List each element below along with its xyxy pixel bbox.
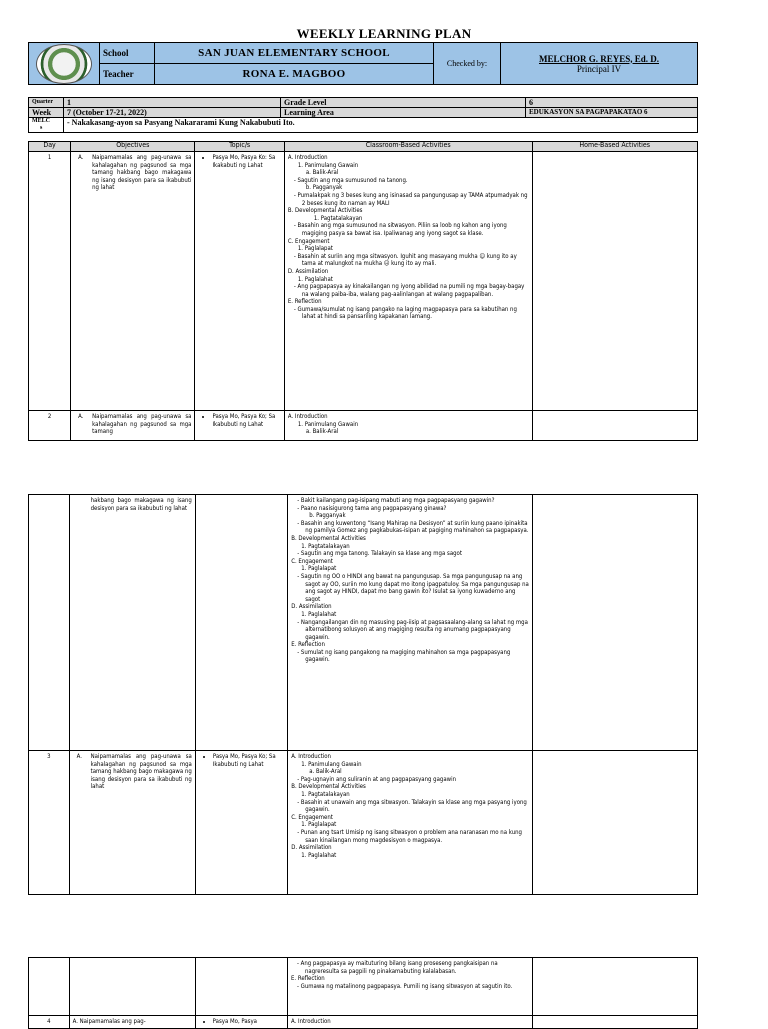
teacher-value: RONA E. MAGBOO [155, 64, 434, 85]
school-value: SAN JUAN ELEMENTARY SCHOOL [155, 43, 434, 64]
home-activities-cell [532, 152, 697, 411]
day-number: 2 [29, 411, 71, 441]
school-label: School [100, 43, 155, 64]
col-classroom-activities: Classroom-Based Activities [284, 142, 532, 152]
school-seal-cell [29, 43, 100, 85]
checked-by-label: Checked by: [434, 43, 501, 85]
learning-area-value: EDUKASYON SA PAGPAPAKATAO 6 [526, 108, 698, 118]
melc-value: - Nakakasang-ayon sa Pasyang Nakararami Kung Nakabubuti Ito. [64, 118, 698, 133]
objective-text: A. Naipamamalas ang pag- [69, 1016, 195, 1029]
checker-name: MELCHOR G. REYES, Ed. D. [538, 53, 660, 64]
home-activities-cell [532, 495, 697, 751]
document-title: WEEKLY LEARNING PLAN [296, 26, 472, 41]
grade-level-value: 6 [526, 98, 698, 108]
school-header-table [28, 42, 698, 85]
classroom-activities-cell: A. Introduction 1. Panimulang Gawain a. Balik-Aral - Sagutin ang mga sumusunod na tanong. b. Pagganyak - Pumalakpak ng 3 beses kung ang isinasad sa pangungusap ay TAMA atpumadyak ng 2 beses kung ito naman ay MALI B. Developmental Activities 1. Pagtatalakayan - Basahin ang mga sumusunod na sitwasyon. Piliin sa loob ng kahon ang iyong magiging pasya sa bawat isa. Ipaliwanag ang iyong sagot sa klase. C. Engagement 1. Paglalapat - Basahin at suriin ang mga sitwasyon. Iguhit ang masayang mukha ☺ kung ito ay tama at malungkot na mukha ☹ kung ito ay mali. D. Assimilation 1. Paglalahat - Ang pagpapasya ay kinakailangan ng iyong abilidad na pumili ng mga bagay-bagay na walang paiba-iba, walang pag-aalinlangan at walang pagpapaliban. E. Reflection - Gumawa/sumulat ng isang pangako na laging magpapasya para sa kabutihan ng lahat at hindi sa pansariling kapakanan lamang. [284, 152, 532, 411]
objective-text: Naipamamalas ang pag-unawa sa kahalagahan ng pagsunod sa mga tamang hakbang bago makagawa ng isang desisyon para sa ikabubuti ng lahat [90, 753, 192, 791]
day-row-2-continued [29, 495, 698, 751]
day-row-2 [29, 411, 698, 441]
classroom-activities-cell: A. Introduction 1. Panimulang Gawain a. Balik-Aral [284, 411, 532, 441]
topic-text: • Pasya Mo, Pasya [213, 1018, 284, 1026]
melc-label: MELC s [29, 118, 64, 133]
grade-level-label: Grade Level [281, 98, 526, 108]
quarter-value: 1 [64, 98, 281, 108]
classroom-activities-cell: - Bakit kailangang pag-isipang mabuti ang mga pagpapasyang gagawin? - Paano nasisigurong tama ang pagpapasyang ginawa? b. Pagganyak - Basahin ang kuwentong “Isang Mahirap na Desisyon” at suriin kung paano ipinakita ng pamilya Gomez ang pagkabukas-isipan at pagiging mahinahon sa pagpapasya. B. Developmental Activities 1. Pagtatalakayan - Sagutin ang mga tanong. Talakayin sa klase ang mga sagot C. Engagement 1. Paglalapat - Sagutin ng OO o HINDI ang bawat na pangungusap. Sa mga pangungusap na ang sagot ay OO, suriin mo kung dapat mo itong ipagpatuloy. Sa mga pangungusap na ang sagot ay HINDI, dapat mo bang gawin ito? Isulat sa iyong kuwaderno ang sagot D. Assimilation 1. Paglalahat - Nangangailangan din ng masusing pag-iisip at pagsasaalang-alang sa lahat ng mga alternatibong solusyon at ang magiging resulta ng anumang pagpapasyang gagawin. E. Reflection - Sumulat ng isang pangakong na magiging mahinahon sa mga pagpapasyang gagawin. [288, 495, 533, 751]
objective-text: hakbang bago makagawa ng isang desisyon para sa ikabubuti ng lahat [90, 497, 192, 512]
week-label: Week [29, 108, 64, 118]
lesson-table-page-3 [28, 957, 698, 1029]
topic-cell [195, 751, 287, 895]
topic-text: • Pasya Mo, Pasya Ko; Sa Ikabubuti ng Lahat [212, 413, 280, 428]
topic-text: • Pasya Mo, Pasya Ko: Sa Ikakabuti ng Lahat [212, 154, 280, 169]
day-number: 3 [29, 751, 70, 895]
lesson-table-page-1 [28, 141, 698, 441]
classroom-activities-cell: A. Introduction 1. Panimulang Gawain a. Balik-Aral - Pag-ugnayin ang suliranin at ang pagpapasyang gagawin B. Developmental Activities 1. Pagtatalakayan - Basahin at unawain ang mga sitwasyon. Talakayin sa klase ang mga pasyang iyong gagawin. C. Engagement 1. Paglalapat - Punan ang tsart Umisip ng isang sitwasyon o problem ana naranasan mo na kung saan kinailangan mong magdesisyon o magpasya. D. Assimilation 1. Paglalahat [288, 751, 533, 895]
home-activities-cell [532, 751, 697, 895]
col-topics: Topic/s [195, 142, 284, 152]
day-number: 1 [29, 152, 71, 411]
lesson-table-page-2 [28, 494, 698, 895]
topic-cell [195, 1016, 287, 1029]
objectives-cell: A. Naipamamalas ang pag-unawa sa kahalagahan ng pagsunod sa mga tamang [71, 411, 195, 441]
col-home-activities: Home-Based Activities [532, 142, 697, 152]
day-number: 4 [29, 1016, 70, 1029]
topic-cell [195, 152, 284, 411]
objectives-cell [69, 495, 195, 751]
quarter-label: Quarter [29, 98, 64, 108]
school-seal-logo [36, 44, 92, 84]
learning-area-label: Learning Area [281, 108, 526, 118]
week-value: 7 (October 17-21, 2022) [64, 108, 281, 118]
col-objectives: Objectives [71, 142, 195, 152]
topic-text: • Pasya Mo, Pasya Ko; Sa Ikabubuti ng Lahat [213, 753, 284, 768]
day-row-4 [29, 1016, 698, 1029]
objectives-cell: A. Naipamamalas ang pag-unawa sa kahalagahan ng pagsunod sa mga tamang hakbang bago makagawa ng isang desisyon para sa ikabubuti ng lahat [71, 152, 195, 411]
day-row-3 [29, 751, 698, 895]
checker-cell [501, 43, 698, 85]
objective-text: Naipamamalas ang pag-unawa sa kahalagahan ng pagsunod sa mga tamang [92, 413, 192, 436]
day-row-1 [29, 152, 698, 411]
objective-text: Naipamamalas ang pag-unawa sa kahalagahan ng pagsunod sa mga tamang hakbang bago makagawa ng isang desisyon para sa ikabubuti ng lahat [92, 154, 192, 192]
col-day: Day [29, 142, 71, 152]
home-activities-cell [532, 411, 697, 441]
plan-info-table [28, 97, 698, 133]
topic-cell [195, 411, 284, 441]
classroom-activities-cell: A. Introduction [288, 1016, 533, 1029]
day-row-3-continued [29, 958, 698, 1016]
teacher-label: Teacher [100, 64, 155, 85]
objectives-cell: A. Naipamamalas ang pag-unawa sa kahalagahan ng pagsunod sa mga tamang hakbang bago makagawa ng isang desisyon para sa ikabubuti ng lahat [69, 751, 195, 895]
classroom-activities-cell: - Ang pagpapasya ay maituturing bilang isang proseseng pangkaisipan na nagreresulta sa pagpili ng pinakamabuting kalalabasan. E. Reflection - Gumawa ng matalinong pagpapasya. Pumili ng isang sitwasyon at sagutin ito. [288, 958, 533, 1016]
checker-title: Principal IV [576, 63, 622, 74]
